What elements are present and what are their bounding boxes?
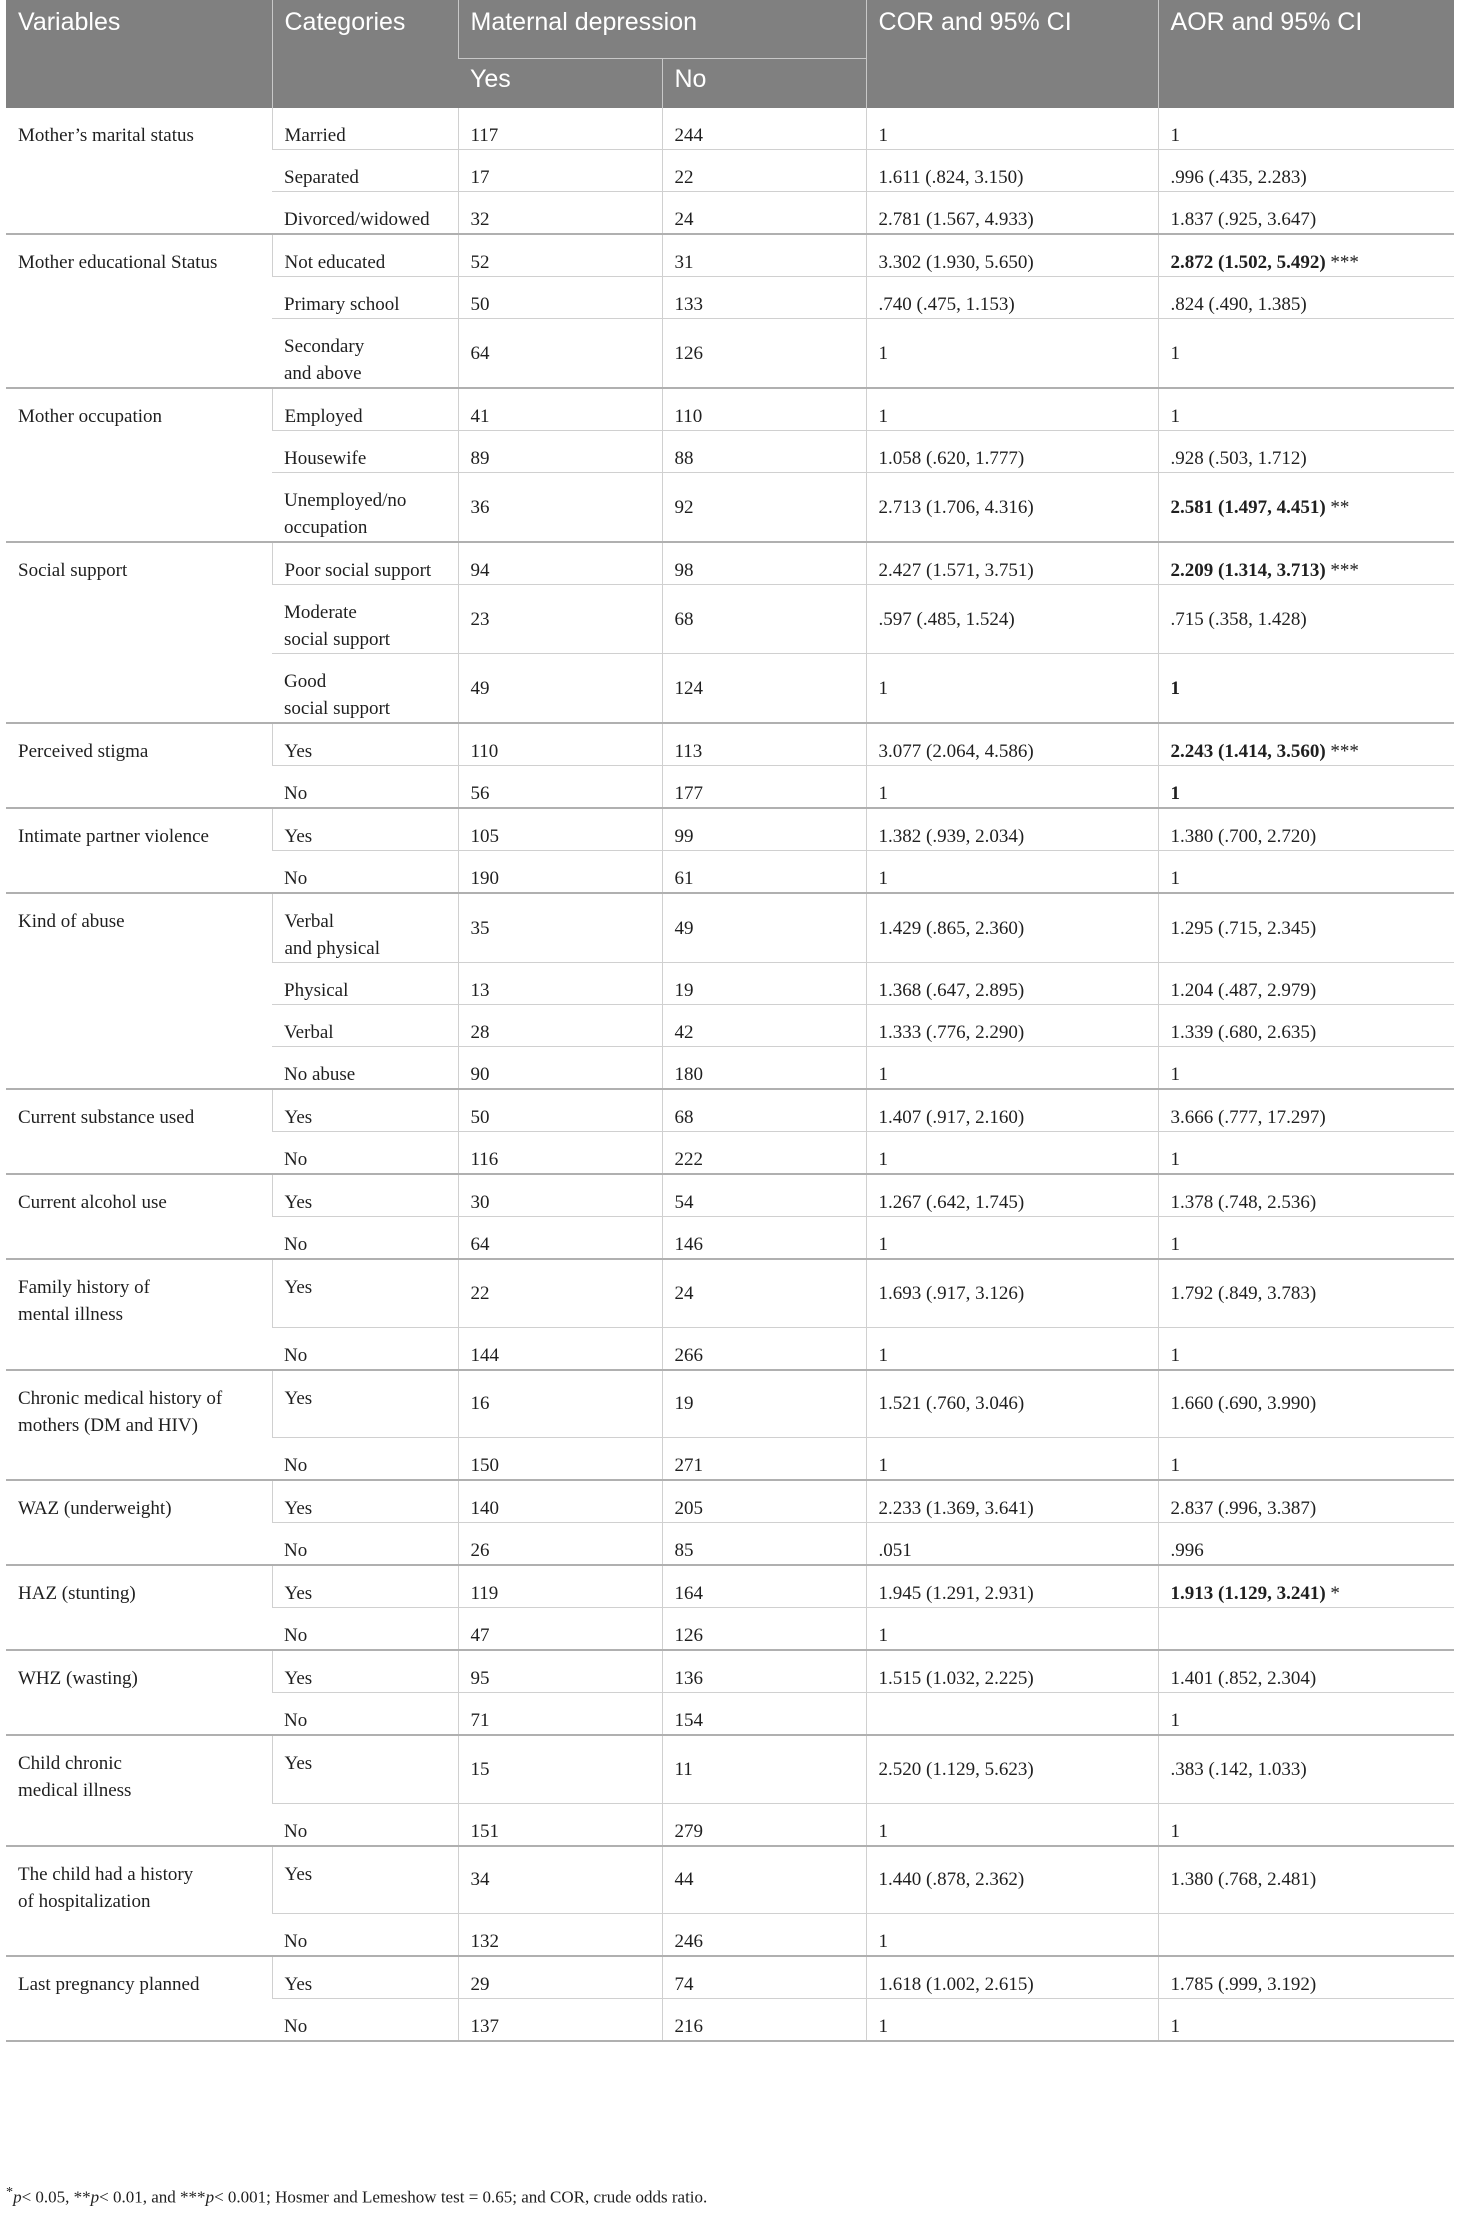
no-count-cell: 146 — [662, 1217, 866, 1260]
aor-cell — [1158, 108, 1454, 150]
yes-count-cell: 90 — [458, 1047, 662, 1090]
no-count-cell: 110 — [662, 388, 866, 431]
category-cell: Employed — [272, 388, 458, 431]
aor-value: 1.339 (.680, 2.635) — [1170, 1022, 1317, 1043]
aor-cell — [1158, 1735, 1454, 1803]
category-cell: Good social support — [272, 654, 458, 724]
yes-count-cell: 116 — [458, 1132, 662, 1175]
category-cell: Unemployed/no occupation — [272, 473, 458, 543]
no-count-cell: 126 — [662, 1608, 866, 1651]
footnote-text2: < 0.01, and *** — [99, 2187, 206, 2207]
category-cell: No — [272, 1327, 458, 1370]
yes-count-cell: 71 — [458, 1693, 662, 1736]
table-row — [6, 723, 1454, 766]
yes-count-cell: 52 — [458, 234, 662, 277]
aor-cell — [1158, 1327, 1454, 1370]
yes-count-cell: 105 — [458, 808, 662, 851]
aor-value: 1 — [1170, 342, 1181, 364]
cor-cell: 1.945 (1.291, 2.931) — [866, 1565, 1158, 1608]
yes-count-cell: 17 — [458, 150, 662, 192]
table-row — [6, 1565, 1454, 1608]
cor-cell: 1.058 (.620, 1.777) — [866, 431, 1158, 473]
aor-value: 2.872 (1.502, 5.492) — [1170, 252, 1326, 273]
variable-name: Last pregnancy planned — [6, 1956, 272, 2041]
aor-cell — [1158, 1650, 1454, 1693]
aor-cell — [1158, 1608, 1454, 1651]
aor-cell — [1158, 808, 1454, 851]
cor-cell: 1 — [866, 108, 1158, 150]
yes-count-cell: 28 — [458, 1005, 662, 1047]
no-count-cell: 44 — [662, 1846, 866, 1914]
aor-value: 1.837 (.925, 3.647) — [1170, 209, 1317, 230]
aor-cell — [1158, 1693, 1454, 1736]
cor-cell: 1.521 (.760, 3.046) — [866, 1370, 1158, 1438]
category-cell: No — [272, 766, 458, 809]
aor-cell — [1158, 234, 1454, 277]
footnote-p3: p — [205, 2187, 215, 2207]
table-row — [6, 893, 1454, 963]
aor-cell — [1158, 1803, 1454, 1846]
yes-count-cell: 50 — [458, 1089, 662, 1132]
header-cor: COR and 95% CI — [866, 0, 1158, 108]
category-cell: No — [272, 1803, 458, 1846]
header-no: No — [662, 58, 866, 108]
aor-cell — [1158, 585, 1454, 654]
aor-cell — [1158, 1846, 1454, 1914]
variable-name: WHZ (wasting) — [6, 1650, 272, 1735]
category-cell: No — [272, 1693, 458, 1736]
yes-count-cell: 13 — [458, 963, 662, 1005]
variable-name: Chronic medical history of mothers (DM and HIV) — [6, 1370, 272, 1481]
variable-name: WAZ (underweight) — [6, 1480, 272, 1565]
aor-cell — [1158, 277, 1454, 319]
cor-cell: 1 — [866, 654, 1158, 724]
no-count-cell: 92 — [662, 473, 866, 543]
table-header — [6, 0, 1454, 108]
variable-name: Mother occupation — [6, 388, 272, 542]
header-variables: Variables — [6, 0, 272, 108]
significance-marker: *** — [1330, 741, 1359, 762]
no-count-cell: 246 — [662, 1914, 866, 1957]
header-categories: Categories — [272, 0, 458, 108]
aor-value: 2.243 (1.414, 3.560) — [1170, 741, 1326, 762]
category-cell: Yes — [272, 1370, 458, 1438]
aor-cell — [1158, 1956, 1454, 1999]
aor-cell — [1158, 893, 1454, 963]
aor-value: .928 (.503, 1.712) — [1170, 448, 1307, 469]
aor-value: 1 — [1170, 677, 1181, 699]
aor-value: 1.380 (.768, 2.481) — [1170, 1869, 1317, 1891]
no-count-cell: 216 — [662, 1999, 866, 2042]
category-cell: Verbal and physical — [272, 893, 458, 963]
cor-cell: 1.440 (.878, 2.362) — [866, 1846, 1158, 1914]
yes-count-cell: 47 — [458, 1608, 662, 1651]
table-row — [6, 388, 1454, 431]
no-count-cell: 136 — [662, 1650, 866, 1693]
footnote-star: * — [6, 2184, 14, 2200]
no-count-cell: 266 — [662, 1327, 866, 1370]
category-cell: No — [272, 851, 458, 894]
aor-cell — [1158, 1438, 1454, 1481]
category-cell: Yes — [272, 1846, 458, 1914]
no-count-cell: 133 — [662, 277, 866, 319]
cor-cell: 2.233 (1.369, 3.641) — [866, 1480, 1158, 1523]
no-count-cell: 31 — [662, 234, 866, 277]
no-count-cell: 124 — [662, 654, 866, 724]
significance-marker: *** — [1330, 252, 1359, 273]
aor-cell — [1158, 1174, 1454, 1217]
aor-value: .824 (.490, 1.385) — [1170, 294, 1307, 315]
category-cell: Married — [272, 108, 458, 150]
no-count-cell: 222 — [662, 1132, 866, 1175]
no-count-cell: 24 — [662, 192, 866, 235]
table-row — [6, 1089, 1454, 1132]
yes-count-cell: 151 — [458, 1803, 662, 1846]
aor-value: .996 (.435, 2.283) — [1170, 167, 1307, 188]
cor-cell: 1 — [866, 1438, 1158, 1481]
category-cell: Yes — [272, 1480, 458, 1523]
no-count-cell: 54 — [662, 1174, 866, 1217]
yes-count-cell: 150 — [458, 1438, 662, 1481]
table-row — [6, 1735, 1454, 1803]
yes-count-cell: 49 — [458, 654, 662, 724]
yes-count-cell: 23 — [458, 585, 662, 654]
cor-cell: 1.368 (.647, 2.895) — [866, 963, 1158, 1005]
cor-cell: .740 (.475, 1.153) — [866, 277, 1158, 319]
cor-cell: 2.520 (1.129, 5.623) — [866, 1735, 1158, 1803]
category-cell: Moderate social support — [272, 585, 458, 654]
yes-count-cell: 140 — [458, 1480, 662, 1523]
yes-count-cell: 22 — [458, 1259, 662, 1327]
cor-cell: 2.781 (1.567, 4.933) — [866, 192, 1158, 235]
cor-cell: 1 — [866, 1803, 1158, 1846]
no-count-cell: 279 — [662, 1803, 866, 1846]
table-row — [6, 1259, 1454, 1327]
aor-cell — [1158, 1480, 1454, 1523]
variable-name: Current substance used — [6, 1089, 272, 1174]
aor-cell — [1158, 431, 1454, 473]
yes-count-cell: 29 — [458, 1956, 662, 1999]
variable-name: Mother’s marital status — [6, 108, 272, 234]
cor-cell: 1.515 (1.032, 2.225) — [866, 1650, 1158, 1693]
cor-cell: 1.429 (.865, 2.360) — [866, 893, 1158, 963]
aor-cell — [1158, 1217, 1454, 1260]
yes-count-cell: 144 — [458, 1327, 662, 1370]
no-count-cell: 113 — [662, 723, 866, 766]
yes-count-cell: 110 — [458, 723, 662, 766]
yes-count-cell: 30 — [458, 1174, 662, 1217]
no-count-cell: 271 — [662, 1438, 866, 1481]
no-count-cell: 74 — [662, 1956, 866, 1999]
cor-cell: 1 — [866, 1914, 1158, 1957]
yes-count-cell: 41 — [458, 388, 662, 431]
yes-count-cell: 119 — [458, 1565, 662, 1608]
no-count-cell: 126 — [662, 319, 866, 389]
aor-cell — [1158, 963, 1454, 1005]
category-cell: No — [272, 1608, 458, 1651]
aor-cell — [1158, 150, 1454, 192]
no-count-cell: 68 — [662, 585, 866, 654]
yes-count-cell: 190 — [458, 851, 662, 894]
category-cell: Primary school — [272, 277, 458, 319]
aor-value: .996 — [1170, 1540, 1204, 1561]
category-cell: Separated — [272, 150, 458, 192]
aor-cell — [1158, 1047, 1454, 1090]
cor-cell: 3.302 (1.930, 5.650) — [866, 234, 1158, 277]
aor-value: 1 — [1170, 2016, 1181, 2037]
aor-value: 1.913 (1.129, 3.241) — [1170, 1583, 1326, 1604]
aor-value: 1 — [1170, 1710, 1181, 1731]
yes-count-cell: 35 — [458, 893, 662, 963]
category-cell: Yes — [272, 1650, 458, 1693]
no-count-cell: 19 — [662, 963, 866, 1005]
no-count-cell: 42 — [662, 1005, 866, 1047]
aor-cell — [1158, 654, 1454, 724]
significance-marker: * — [1330, 1583, 1340, 1604]
cor-cell: .597 (.485, 1.524) — [866, 585, 1158, 654]
table-row — [6, 108, 1454, 150]
cor-cell: 1.382 (.939, 2.034) — [866, 808, 1158, 851]
significance-marker: *** — [1330, 560, 1359, 581]
category-cell: Yes — [272, 1089, 458, 1132]
no-count-cell: 180 — [662, 1047, 866, 1090]
cor-cell: 1 — [866, 1132, 1158, 1175]
category-cell: Not educated — [272, 234, 458, 277]
no-count-cell: 61 — [662, 851, 866, 894]
category-cell: Secondary and above — [272, 319, 458, 389]
cor-cell: 1 — [866, 1608, 1158, 1651]
category-cell: Housewife — [272, 431, 458, 473]
aor-cell — [1158, 1523, 1454, 1566]
aor-value: 1.204 (.487, 2.979) — [1170, 980, 1317, 1001]
table-row — [6, 1956, 1454, 1999]
yes-count-cell: 32 — [458, 192, 662, 235]
aor-value: 1 — [1170, 125, 1181, 146]
category-cell: Physical — [272, 963, 458, 1005]
aor-value: 1.660 (.690, 3.990) — [1170, 1393, 1317, 1415]
aor-cell — [1158, 542, 1454, 585]
no-count-cell: 164 — [662, 1565, 866, 1608]
aor-cell — [1158, 1370, 1454, 1438]
table-row — [6, 1174, 1454, 1217]
category-cell: Yes — [272, 808, 458, 851]
no-count-cell: 22 — [662, 150, 866, 192]
table-row — [6, 1480, 1454, 1523]
yes-count-cell: 34 — [458, 1846, 662, 1914]
variable-name: Social support — [6, 542, 272, 723]
no-count-cell: 98 — [662, 542, 866, 585]
no-count-cell: 244 — [662, 108, 866, 150]
odds-ratio-table-container — [6, 0, 1454, 2042]
yes-count-cell: 89 — [458, 431, 662, 473]
aor-value: 1 — [1170, 1455, 1181, 1476]
aor-value: 1 — [1170, 1149, 1181, 1170]
aor-value: 1 — [1170, 868, 1181, 889]
aor-cell — [1158, 851, 1454, 894]
aor-value: 1 — [1170, 1234, 1181, 1255]
aor-value: 2.581 (1.497, 4.451) — [1170, 496, 1326, 518]
category-cell: Divorced/widowed — [272, 192, 458, 235]
category-cell: Yes — [272, 723, 458, 766]
aor-value: .383 (.142, 1.033) — [1170, 1758, 1307, 1780]
yes-count-cell: 16 — [458, 1370, 662, 1438]
footnote-p1: p — [13, 2187, 22, 2207]
cor-cell: 1 — [866, 388, 1158, 431]
variable-name: The child had a history of hospitalization — [6, 1846, 272, 1957]
no-count-cell: 88 — [662, 431, 866, 473]
no-count-cell: 68 — [662, 1089, 866, 1132]
table-footnote — [6, 2184, 707, 2208]
variable-name: Child chronic medical illness — [6, 1735, 272, 1846]
yes-count-cell: 94 — [458, 542, 662, 585]
cor-cell: 1 — [866, 766, 1158, 809]
cor-cell: 1.407 (.917, 2.160) — [866, 1089, 1158, 1132]
cor-cell: 3.077 (2.064, 4.586) — [866, 723, 1158, 766]
aor-cell — [1158, 473, 1454, 543]
cor-cell: .051 — [866, 1523, 1158, 1566]
cor-cell — [866, 1693, 1158, 1736]
table-row — [6, 542, 1454, 585]
yes-count-cell: 26 — [458, 1523, 662, 1566]
aor-value: 1.378 (.748, 2.536) — [1170, 1192, 1317, 1213]
table-row — [6, 234, 1454, 277]
aor-cell — [1158, 192, 1454, 235]
variable-name: Intimate partner violence — [6, 808, 272, 893]
table-body — [6, 108, 1454, 2041]
cor-cell: 1.693 (.917, 3.126) — [866, 1259, 1158, 1327]
aor-cell — [1158, 1999, 1454, 2042]
aor-value: .715 (.358, 1.428) — [1170, 608, 1307, 630]
aor-cell — [1158, 388, 1454, 431]
no-count-cell: 205 — [662, 1480, 866, 1523]
category-cell: No — [272, 1523, 458, 1566]
cor-cell: 1 — [866, 1047, 1158, 1090]
category-cell: No — [272, 1217, 458, 1260]
category-cell: Yes — [272, 1735, 458, 1803]
variable-name: Perceived stigma — [6, 723, 272, 808]
cor-cell: 1 — [866, 851, 1158, 894]
category-cell: Yes — [272, 1259, 458, 1327]
aor-value: 1 — [1170, 1344, 1181, 1366]
category-cell: No — [272, 1132, 458, 1175]
yes-count-cell: 64 — [458, 1217, 662, 1260]
yes-count-cell: 50 — [458, 277, 662, 319]
header-aor: AOR and 95% CI — [1158, 0, 1454, 108]
cor-cell: 1 — [866, 319, 1158, 389]
yes-count-cell: 117 — [458, 108, 662, 150]
yes-count-cell: 64 — [458, 319, 662, 389]
aor-value: 2.837 (.996, 3.387) — [1170, 1498, 1317, 1519]
cor-cell: 1 — [866, 1327, 1158, 1370]
category-cell: No — [272, 1438, 458, 1481]
category-cell: Verbal — [272, 1005, 458, 1047]
aor-value: 1.792 (.849, 3.783) — [1170, 1282, 1317, 1304]
aor-value: 1.380 (.700, 2.720) — [1170, 826, 1317, 847]
variable-name: HAZ (stunting) — [6, 1565, 272, 1650]
no-count-cell: 19 — [662, 1370, 866, 1438]
aor-value: 1 — [1170, 406, 1181, 427]
yes-count-cell: 137 — [458, 1999, 662, 2042]
table-row — [6, 1370, 1454, 1438]
aor-cell — [1158, 1132, 1454, 1175]
table-row — [6, 1846, 1454, 1914]
variable-name: Mother educational Status — [6, 234, 272, 388]
yes-count-cell: 15 — [458, 1735, 662, 1803]
header-maternal-depression: Maternal depression — [458, 0, 866, 58]
odds-ratio-table — [6, 0, 1454, 2042]
aor-value: 1.785 (.999, 3.192) — [1170, 1974, 1317, 1995]
table-row — [6, 1650, 1454, 1693]
variable-name: Family history of mental illness — [6, 1259, 272, 1370]
aor-cell — [1158, 1259, 1454, 1327]
aor-cell — [1158, 1089, 1454, 1132]
header-yes: Yes — [458, 58, 662, 108]
cor-cell: 1.267 (.642, 1.745) — [866, 1174, 1158, 1217]
no-count-cell: 49 — [662, 893, 866, 963]
cor-cell: 2.427 (1.571, 3.751) — [866, 542, 1158, 585]
cor-cell: 1 — [866, 1217, 1158, 1260]
category-cell: Poor social support — [272, 542, 458, 585]
aor-cell — [1158, 766, 1454, 809]
category-cell: No abuse — [272, 1047, 458, 1090]
significance-marker: ** — [1330, 496, 1350, 518]
footnote-text1: < 0.05, ** — [21, 2187, 91, 2207]
variable-name: Current alcohol use — [6, 1174, 272, 1259]
yes-count-cell: 56 — [458, 766, 662, 809]
category-cell: No — [272, 1914, 458, 1957]
no-count-cell: 11 — [662, 1735, 866, 1803]
footnote-text3: < 0.001; Hosmer and Lemeshow test = 0.65; and COR, crude odds ratio. — [214, 2187, 708, 2207]
cor-cell: 2.713 (1.706, 4.316) — [866, 473, 1158, 543]
no-count-cell: 154 — [662, 1693, 866, 1736]
yes-count-cell: 95 — [458, 1650, 662, 1693]
aor-value: 1 — [1170, 783, 1181, 804]
aor-value: 1 — [1170, 1064, 1181, 1085]
aor-cell — [1158, 1005, 1454, 1047]
yes-count-cell: 36 — [458, 473, 662, 543]
no-count-cell: 177 — [662, 766, 866, 809]
aor-value: 1.401 (.852, 2.304) — [1170, 1668, 1317, 1689]
aor-cell — [1158, 1914, 1454, 1957]
no-count-cell: 24 — [662, 1259, 866, 1327]
footnote-p2: p — [90, 2187, 100, 2207]
category-cell: Yes — [272, 1565, 458, 1608]
cor-cell: 1.333 (.776, 2.290) — [866, 1005, 1158, 1047]
aor-value: 1 — [1170, 1820, 1181, 1842]
category-cell: Yes — [272, 1174, 458, 1217]
yes-count-cell: 132 — [458, 1914, 662, 1957]
aor-cell — [1158, 723, 1454, 766]
cor-cell: 1.611 (.824, 3.150) — [866, 150, 1158, 192]
variable-name: Kind of abuse — [6, 893, 272, 1089]
no-count-cell: 99 — [662, 808, 866, 851]
aor-cell — [1158, 319, 1454, 389]
aor-value: 1.295 (.715, 2.345) — [1170, 917, 1317, 939]
category-cell: Yes — [272, 1956, 458, 1999]
aor-cell — [1158, 1565, 1454, 1608]
no-count-cell: 85 — [662, 1523, 866, 1566]
table-row — [6, 808, 1454, 851]
category-cell: No — [272, 1999, 458, 2042]
aor-value: 2.209 (1.314, 3.713) — [1170, 560, 1326, 581]
cor-cell: 1 — [866, 1999, 1158, 2042]
aor-value: 3.666 (.777, 17.297) — [1170, 1107, 1326, 1128]
cor-cell: 1.618 (1.002, 2.615) — [866, 1956, 1158, 1999]
